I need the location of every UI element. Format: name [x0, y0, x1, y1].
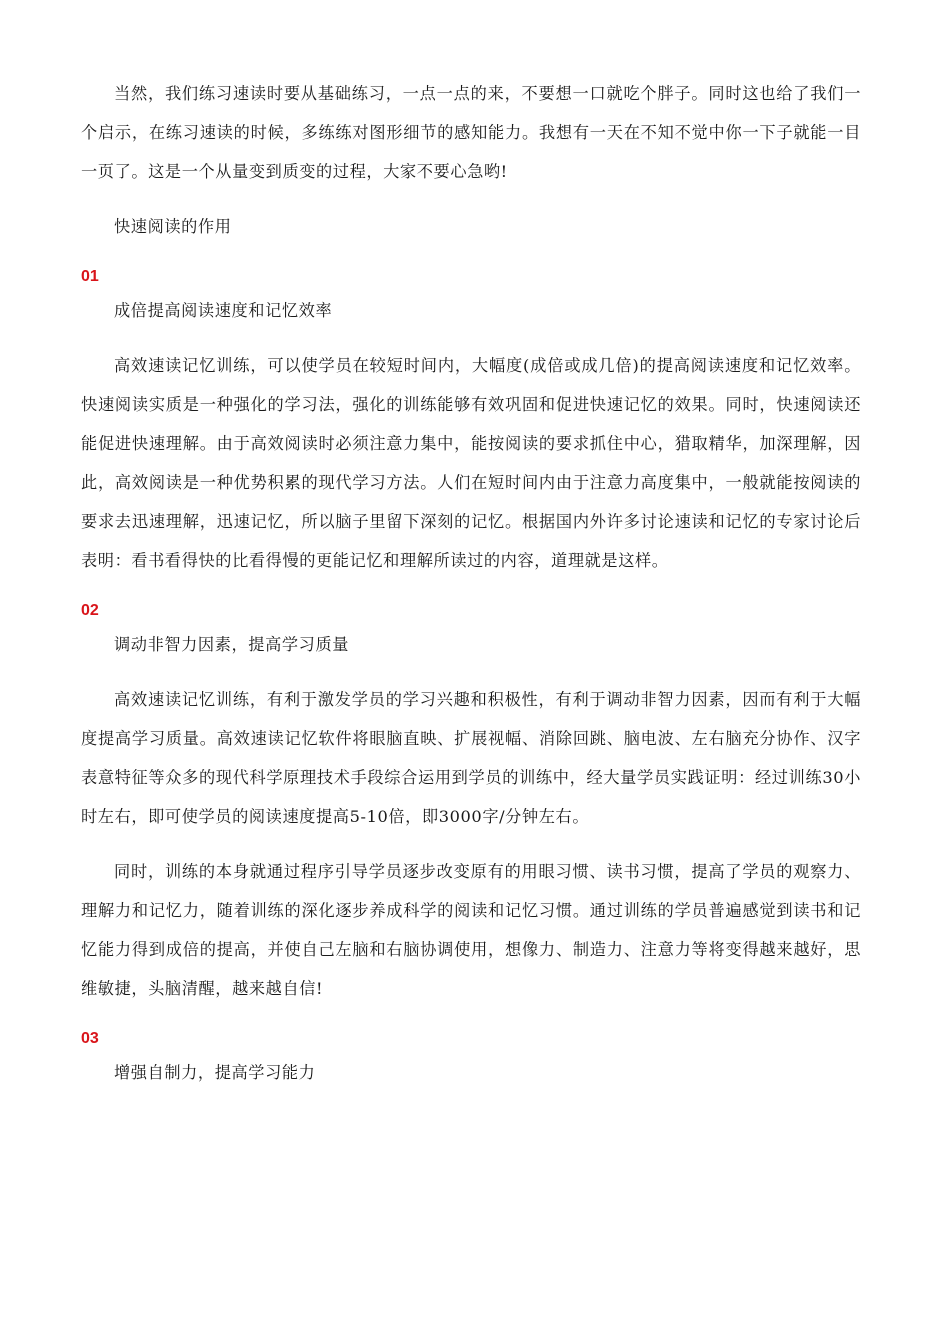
section-title: 快速阅读的作用 [114, 217, 232, 236]
section-heading-01: 成倍提高阅读速度和记忆效率 [114, 301, 333, 320]
section-paragraph-02a: 高效速读记忆训练，有利于激发学员的学习兴趣和积极性，有利于调动非智力因素，因而有利于大幅度提高学习质量。高效速读记忆软件将眼脑直映、扩展视幅、消除回跳、脑电波、左右脑充分协作、汉字表意特征等众多的现代科学原理技术手段综合运用到学员的训练中，经大量学员实践证明：经过训练30小时左右，即可使学员的阅读速度提高5-10倍，即3000字/分钟左右。 [81, 690, 861, 826]
section-number-02: 02 [81, 602, 99, 619]
section-paragraph-01: 高效速读记忆训练，可以使学员在较短时间内，大幅度(成倍或成几倍)的提高阅读速度和记忆效率。快速阅读实质是一种强化的学习法，强化的训练能够有效巩固和促进快速记忆的效果。同时，快速阅读还能促进快速理解。由于高效阅读时必须注意力集中，能按阅读的要求抓住中心，猎取精华，加深理解，因此，高效阅读是一种优势积累的现代学习方法。人们在短时间内由于注意力高度集中，一般就能按阅读的要求去迅速理解，迅速记忆，所以脑子里留下深刻的记忆。根据国内外许多讨论速读和记忆的专家讨论后表明：看书看得快的比看得慢的更能记忆和理解所读过的内容，道理就是这样。 [81, 356, 861, 570]
section-number-03: 03 [81, 1030, 99, 1047]
section-paragraph-02b: 同时，训练的本身就通过程序引导学员逐步改变原有的用眼习惯、读书习惯，提高了学员的观察力、理解力和记忆力，随着训练的深化逐步养成科学的阅读和记忆习惯。通过训练的学员普遍感觉到读书和记忆能力得到成倍的提高，并使自己左脑和右脑协调使用，想像力、制造力、注意力等将变得越来越好，思维敏捷，头脑清醒，越来越自信! [81, 862, 861, 998]
section-heading-03: 增强自制力，提高学习能力 [114, 1063, 316, 1082]
intro-paragraph: 当然，我们练习速读时要从基础练习，一点一点的来，不要想一口就吃个胖子。同时这也给了我们一个启示，在练习速读的时候，多练练对图形细节的感知能力。我想有一天在不知不觉中你一下子就能一目一页了。这是一个从量变到质变的过程，大家不要心急哟! [81, 84, 861, 181]
document-page [81, 74, 861, 1108]
section-heading-02: 调动非智力因素，提高学习质量 [114, 635, 350, 654]
section-number-01: 01 [81, 268, 99, 285]
